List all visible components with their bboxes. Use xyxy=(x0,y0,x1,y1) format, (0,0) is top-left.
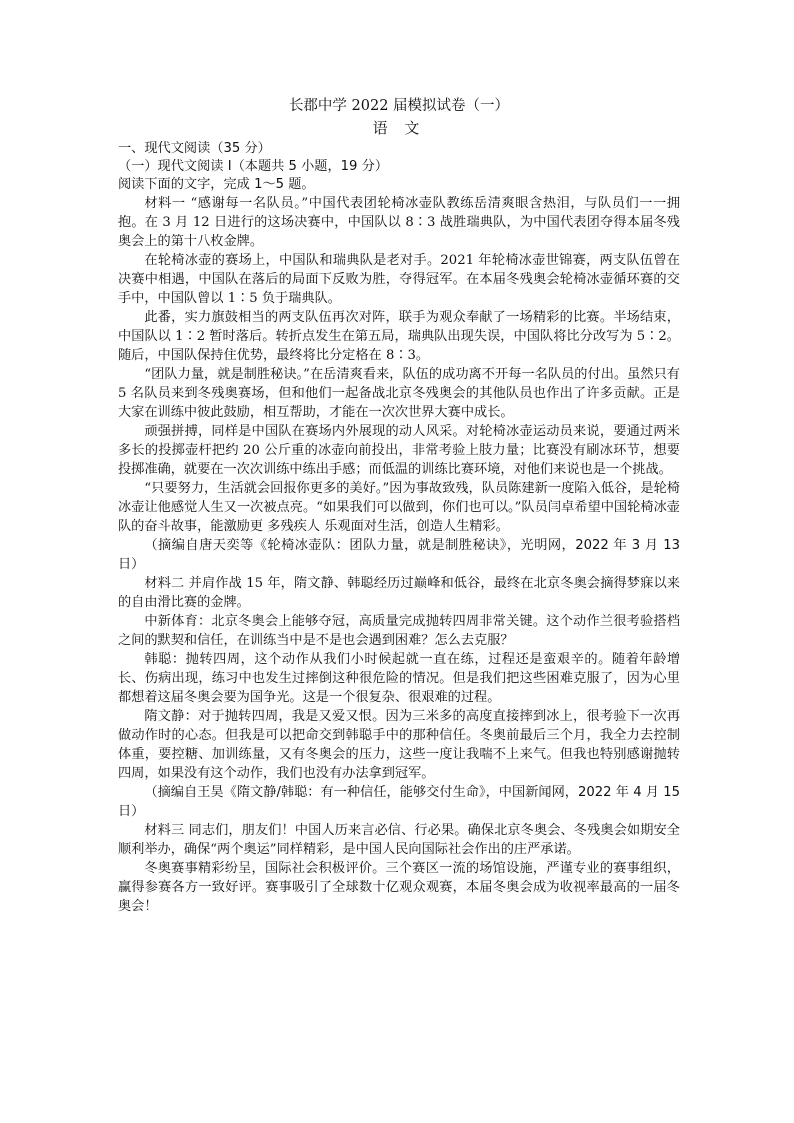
material1-paragraph: 在轮椅冰壶的赛场上，中国队和瑞典队是老对手。2021 年轮椅冰壶世锦赛，两支队伍曾在决赛中相遇，中国队在落后的局面下反败为胜，夺得冠军。在本届冬残奥会轮椅冰壶循环赛的交手中，中国队曾以 1∶5 负于瑞典队。 xyxy=(118,253,680,306)
exam-title: 长郡中学 2022 届模拟试卷（一） xyxy=(288,98,510,114)
speaker-label: 韩聪： xyxy=(144,652,186,667)
interview-question xyxy=(118,612,680,650)
material1-paragraph: 此番，实力旗鼓相当的两支队伍再次对阵，联手为观众奉献了一场精彩的比赛。半场结束，中国队以 1∶2 暂时落后。转折点发生在第五局，瑞典队出现失误，中国队将比分改写为 5∶2。随后，中国队保持住优势，最终将比分定格在 8∶3。 xyxy=(118,310,680,363)
material1-source: （摘编自唐天奕等《轮椅冰壶队：团队力量，就是制胜秘诀》，光明网，2022 年 3 月 13 日） xyxy=(118,538,680,572)
section-heading: 一、现代文阅读（35 分） xyxy=(118,141,271,156)
material1-paragraph: 材料一 “感谢每一名队员。”中国代表团轮椅冰壶队教练岳清爽眼含热泪，与队员们一一拥抱。在 3 月 12 日进行的这场决赛中，中国队以 8∶3 战胜瑞典队，为中国代表团夺得本届冬残奥会上的第十八枚金牌。 xyxy=(118,196,680,249)
interview-answer xyxy=(118,707,680,783)
material1-paragraph: “团队力量，就是制胜秘诀。”在岳清爽看来，队伍的成功离不开每一名队员的付出。虽然只有 5 名队员来到冬残奥赛场，但和他们一起备战北京冬残奥会的其他队员也作出了许多贡献。正是大家在训练中彼此鼓励，相互帮助，才能在一次次世界大赛中成长。 xyxy=(118,367,680,420)
speaker-label: 中新体育： xyxy=(144,614,212,629)
subject-title: 语 文 xyxy=(372,119,426,137)
reading-instruction: 阅读下面的文字，完成 1～5 题。 xyxy=(118,177,315,192)
material1-paragraph: 顽强拼搏，同样是中国队在赛场内外展现的动人风采。对轮椅冰壶运动员来说，要通过两米多长的投掷壶杆把约 20 公斤重的冰壶向前投出，非常考验上肢力量；比赛没有刷冰环节，想要投掷准确，就要在一次次训练中练出手感；而低温的训练比赛环境，对他们来说也是一个挑战。 xyxy=(118,424,680,477)
exam-page xyxy=(118,96,680,916)
interview-answer xyxy=(118,650,680,707)
material3-paragraph: 材料三 同志们，朋友们！中国人历来言必信、行必果。确保北京冬奥会、冬残奥会如期安全顺利举办，确保“两个奥运”同样精彩，是中国人民向国际社会作出的庄严承诺。 xyxy=(118,823,680,857)
section-subheading: （一）现代文阅读 I（本题共 5 小题，19 分） xyxy=(118,159,389,174)
speaker-text: 北京冬奥会上能够夺冠，高质量完成抛转四周非常关键。这个动作兰很考验搭档之间的默契和信任，在训练当中是不是也会遇到困难？怎么去克服？ xyxy=(118,614,681,648)
speaker-text: 对于抛转四周，我是又爱又恨。因为三米多的高度直接摔到冰上，很考验下一次再做动作时的心态。但我是可以把命交到韩聪手中的那种信任。冬奥前最后三个月，我全力去控制体重，要控糖、加训练量，又有冬奥会的压力，这些一度让我喘不上来气。但我也特别感谢抛转四周，如果没有这个动作，我们也没有办法拿到冠军。 xyxy=(118,709,681,781)
speaker-text: 抛转四周，这个动作从我们小时候起就一直在练，过程还是蛮艰辛的。随着年龄增长、伤病出现，练习中也发生过摔倒这种很危险的情况。但是我们把这些困难克服了，因为心里都想着这届冬奥会要为国争光。这是一个很复杂、很艰难的过程。 xyxy=(118,652,681,705)
speaker-label: 隋文静： xyxy=(144,709,198,724)
material2-source: （摘编自王昊《隋文静/韩聪：有一种信任，能够交付生命》，中国新闻网，2022 年 4 月 15 日） xyxy=(118,785,680,819)
material2-paragraph: 材料二 并肩作战 15 年，隋文静、韩聪经历过巅峰和低谷，最终在北京冬奥会摘得梦寐以来的自由滑比赛的金牌。 xyxy=(118,576,680,610)
material1-paragraph: “只要努力，生活就会回报你更多的美好。”因为事故致残，队员陈建新一度陷入低谷，是轮椅冰壶让他感觉人生又一次被点亮。“如果我们可以做到，你们也可以。”队员闫卓希望中国轮椅冰壶队的奋斗故事，能激励更 多残疾人 乐观面对生活，创造人生精彩。 xyxy=(118,481,680,534)
material3-paragraph: 冬奥赛事精彩纷呈，国际社会积极评价。三个赛区一流的场馆设施，严谨专业的赛事组织，赢得参赛各方一致好评。赛事吸引了全球数十亿观众观赛，本届冬奥会成为收视率最高的一届冬奥会！ xyxy=(118,861,680,914)
